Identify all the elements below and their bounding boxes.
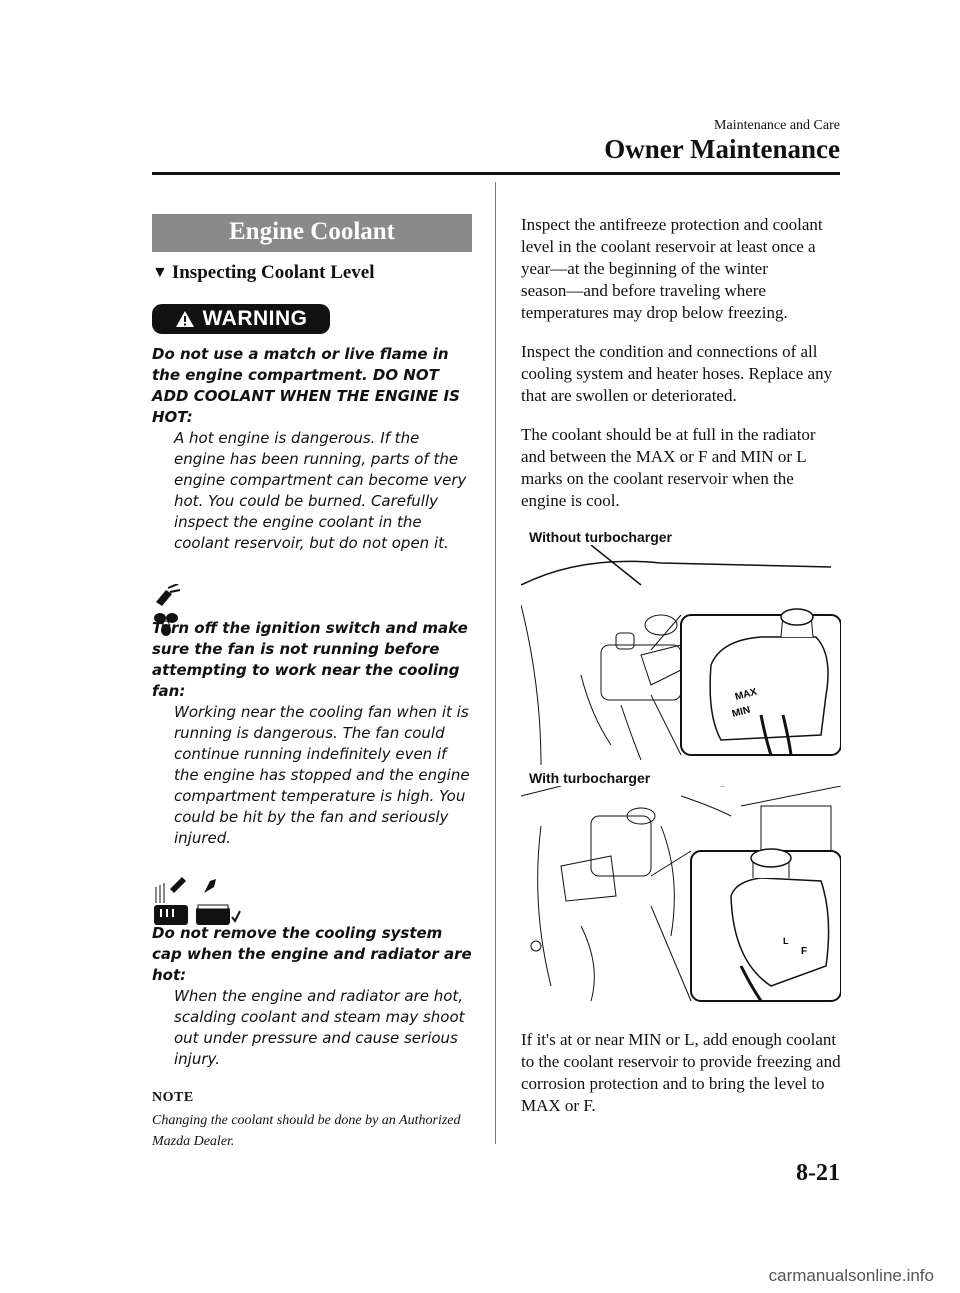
paragraph-add-coolant: If it's at or near MIN or L, add enough coolant to the coolant reservoir to provide freezing and corrosion protection and to bring the level to MAX or F.: [521, 1030, 841, 1115]
triangle-bullet-icon: ▼: [152, 264, 168, 281]
paragraph-inspect-hoses: Inspect the condition and connections of all cooling system and heater hoses. Replace any that are swollen or deteriorated.: [521, 342, 833, 405]
warning-triangle-icon: [175, 310, 195, 328]
figure-with-turbo: [521, 786, 841, 1011]
warning-body-1: A hot engine is dangerous. If the engine has been running, parts of the engine compartment can become very hot. You could be burned. Carefully inspect the engine coolant in the coolant reservoir, but do not open it.: [174, 429, 467, 552]
radiator-cap-icon: [152, 875, 242, 927]
paragraph-coolant-level: The coolant should be at full in the radiator and between the MAX or F and MIN or L marks on the coolant reservoir when the engine is cool.: [521, 425, 816, 510]
header-rule: [152, 172, 840, 175]
subheading: [152, 262, 472, 284]
note-label: NOTE: [152, 1090, 194, 1105]
left-column: [152, 214, 472, 1152]
right-column: [521, 214, 841, 1134]
engine-bay-illustration: [521, 545, 841, 765]
figure-without-turbo: [521, 545, 841, 770]
subheading-text: Inspecting Coolant Level: [171, 262, 375, 283]
header-section: Maintenance and Care: [714, 118, 840, 133]
warning-lead-3: Do not remove the cooling system cap when the engine and radiator are hot:: [152, 924, 472, 984]
header-title: Owner Maintenance: [604, 134, 840, 164]
warning-body-2: Working near the cooling fan when it is running is dangerous. The fan could continue running indefinitely even if the engine has stopped and the engine compartment temperature is high. You could be hit by the fan and seriously injured.: [174, 703, 470, 847]
engine-bay-turbo-illustration: [521, 786, 841, 1006]
mark-high-text-turbo: F: [801, 946, 808, 957]
mark-high-text: MAX: [733, 686, 759, 703]
paragraph-inspect-antifreeze: Inspect the antifreeze protection and coolant level in the coolant reservoir at least once a year―at the beginning of the winter season―and before traveling where temperatures may drop below freezing.: [521, 215, 823, 322]
column-divider: [495, 182, 496, 1144]
warning-body-3: When the engine and radiator are hot, scalding coolant and steam may shoot out under pressure and cause serious injury.: [174, 987, 465, 1068]
mark-low-text-turbo: L: [783, 936, 789, 946]
figure-label-with-turbo: With turbocharger: [529, 770, 651, 786]
watermark: carmanualsonline.info: [768, 1266, 934, 1285]
cap-warning-pictogram: [152, 871, 472, 927]
page-number: 8-21: [796, 1160, 840, 1186]
note-text: Changing the coolant should be done by an Authorized Mazda Dealer.: [152, 1113, 461, 1149]
section-title: Engine Coolant: [152, 214, 472, 252]
mark-low-text: MIN: [730, 704, 752, 720]
figure-label-without-turbo: Without turbocharger: [529, 529, 672, 545]
warning-badge: [152, 304, 330, 334]
warning-badge-label: WARNING: [202, 307, 308, 330]
warning-lead-2: Turn off the ignition switch and make sure the fan is not running before attempting to work near the cooling fan:: [152, 619, 468, 700]
warning-lead-1: Do not use a match or live flame in the engine compartment. DO NOT ADD COOLANT WHEN THE ENGINE IS HOT:: [152, 345, 460, 426]
